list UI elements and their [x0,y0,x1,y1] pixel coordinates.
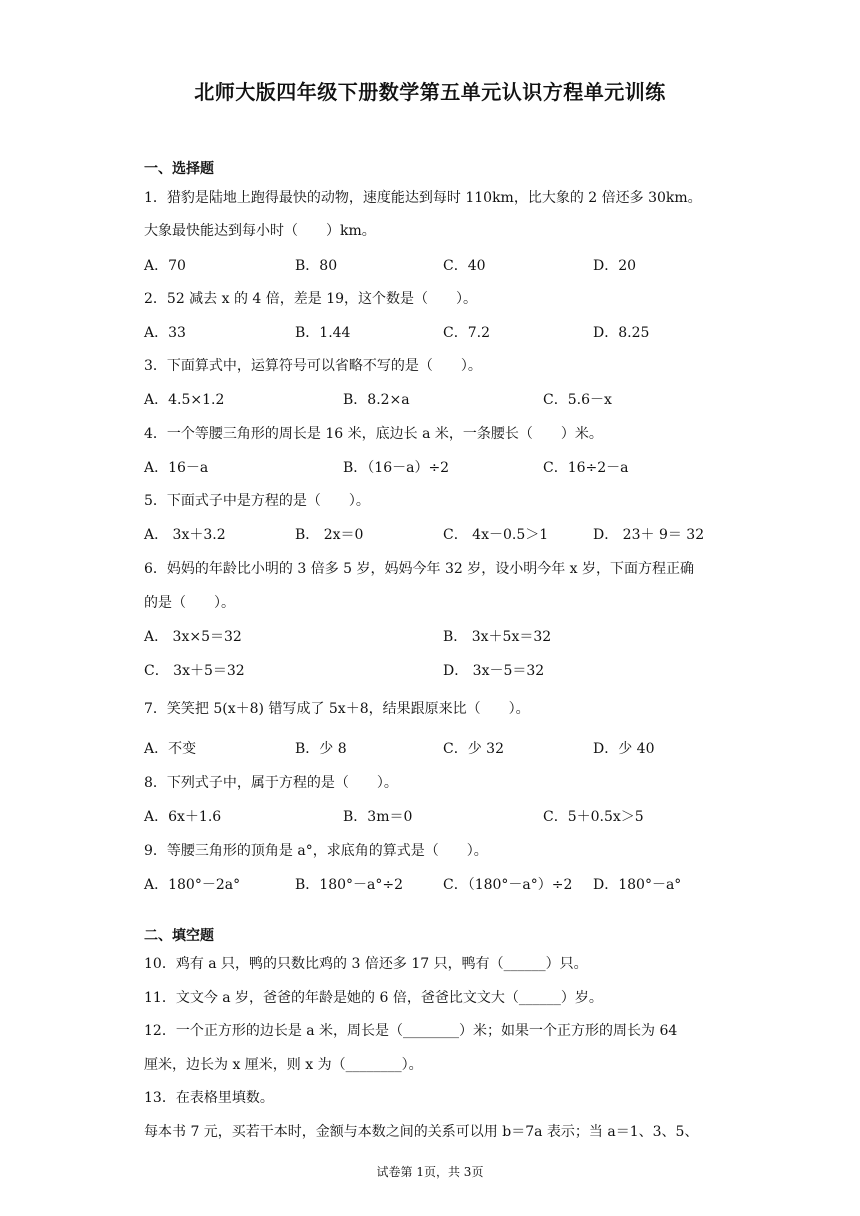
question-11: 11．文文今 a 岁，爸爸的年龄是她的 6 倍，爸爸比文文大（______）岁。 [144,990,603,1006]
q4-option-a: A．16－a [144,460,209,476]
q5-option-a: A． 3x＋3.2 [144,527,226,543]
question-12-line-2: 厘米，边长为 x 厘米，则 x 为（________）。 [144,1057,423,1073]
page-title: 北师大版四年级下册数学第五单元认识方程单元训练 [194,80,666,104]
q2-option-d: D．8.25 [593,325,650,341]
q1-option-c: C．40 [443,258,486,274]
q1-option-a: A．70 [144,258,186,274]
q8-option-c: C．5＋0.5x＞5 [543,809,644,825]
q2-option-a: A．33 [144,325,186,341]
section-title-choice: 一、选择题 [144,161,214,177]
q9-option-c: C．（180°－a°）÷2 [443,877,573,893]
q5-option-b: B． 2x＝0 [295,527,364,543]
section-title-fill: 二、填空题 [144,928,214,944]
question-4: 4．一个等腰三角形的周长是 16 米，底边长 a 米，一条腰长（ ）米。 [144,426,603,442]
question-7: 7．笑笑把 5(x＋8) 错写成了 5x＋8，结果跟原来比（ ）。 [144,701,530,717]
q3-option-b: B．8.2×a [343,392,410,408]
q2-option-b: B．1.44 [295,325,351,341]
page-footer: 试卷第 1页，共 3页 [376,1165,484,1179]
q6-option-a: A． 3x×5＝32 [144,629,242,645]
question-6-line-2: 的是（ ）。 [144,595,235,611]
q1-option-b: B．80 [295,258,338,274]
q2-option-c: C．7.2 [443,325,490,341]
question-1-line-2: 大象最快能达到每小时（ ）km。 [144,223,376,239]
question-13-line-2: 每本书 7 元，买若干本时，金额与本数之间的关系可以用 b＝7a 表示；当 a＝1、3、5、 [144,1124,699,1140]
question-8: 8．下列式子中，属于方程的是（ ）。 [144,775,398,791]
question-1-line-1: 1．猎豹是陆地上跑得最快的动物，速度能达到每时 110km，比大象的 2 倍还多 30km。 [144,190,702,206]
q7-option-a: A．不变 [144,741,197,757]
q4-option-b: B．（16－a）÷2 [343,460,450,476]
q3-option-c: C．5.6－x [543,392,612,408]
question-3: 3．下面算式中，运算符号可以省略不写的是（ ）。 [144,358,482,374]
q7-option-b: B．少 8 [295,741,347,757]
q6-option-b: B． 3x＋5x＝32 [443,629,552,645]
q4-option-c: C．16÷2－a [543,460,629,476]
q8-option-a: A．6x＋1.6 [144,809,222,825]
question-9: 9．等腰三角形的顶角是 a°，求底角的算式是（ ）。 [144,843,488,859]
q5-option-d: D． 23＋ 9＝ 32 [593,527,705,543]
q3-option-a: A．4.5×1.2 [144,392,225,408]
question-6-line-1: 6．妈妈的年龄比小明的 3 倍多 5 岁，妈妈今年 32 岁，设小明今年 x 岁，下面方程正确 [144,561,695,577]
q7-option-c: C．少 32 [443,741,504,757]
q1-option-d: D．20 [593,258,637,274]
q9-option-b: B．180°－a°÷2 [295,877,403,893]
question-2: 2．52 减去 x 的 4 倍，差是 19，这个数是（ ）。 [144,291,478,307]
q6-option-d: D． 3x－5＝32 [443,663,545,679]
q9-option-a: A．180°－2a° [144,877,241,893]
question-10: 10．鸡有 a 只，鸭的只数比鸡的 3 倍还多 17 只，鸭有（______）只。 [144,956,588,972]
q9-option-d: D．180°－a° [593,877,682,893]
q6-option-c: C． 3x＋5＝32 [144,663,245,679]
q5-option-c: C． 4x－0.5＞1 [443,527,549,543]
question-13: 13．在表格里填数。 [144,1090,274,1106]
q8-option-b: B．3m＝0 [343,809,413,825]
q7-option-d: D．少 40 [593,741,655,757]
question-5: 5．下面式子中是方程的是（ ）。 [144,493,370,509]
question-12-line-1: 12．一个正方形的边长是 a 米，周长是（________）米；如果一个正方形的周长为 64 [144,1023,678,1039]
